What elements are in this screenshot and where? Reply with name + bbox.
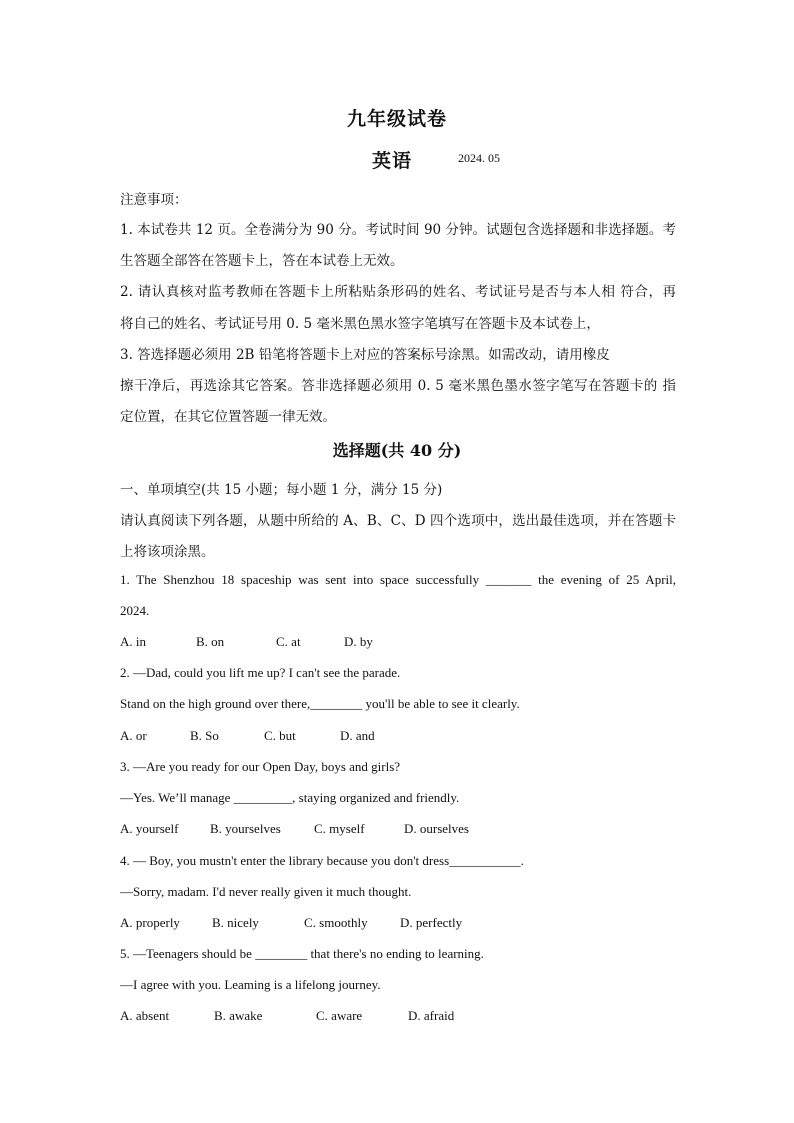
option-c[interactable]: C. but [264, 728, 296, 743]
subject-name: 英语 [372, 150, 413, 172]
part-heading: 一、单项填空(共 15 小题；每小题 1 分，满分 15 分) [120, 482, 443, 498]
question-text: Stand on the high ground over there,________ you'll be able to see it clearly. [120, 696, 520, 711]
option-d[interactable]: D. perfectly [400, 915, 463, 930]
option-b[interactable]: B. nicely [212, 915, 259, 930]
option-b[interactable]: B. on [196, 634, 225, 649]
option-a[interactable]: A. properly [120, 915, 180, 930]
question-text: —Yes. We’ll manage _________, staying organized and friendly. [120, 790, 460, 805]
instruction-line: 请认真阅读下列各题，从题中所给的 A、B、C、D 四个选项中，选出最佳选项，并在答题卡 [120, 513, 676, 529]
option-a[interactable]: A. in [120, 634, 146, 649]
question-text: 3. —Are you ready for our Open Day, boys and girls? [120, 759, 401, 774]
subject-line [372, 146, 500, 173]
question-text: 2024. [120, 603, 150, 618]
notice-line: 3. 答选择题必须用 2B 铅笔将答题卡上对应的答案标号涂黑。如需改动，请用橡皮 [120, 347, 610, 363]
option-c[interactable]: C. myself [314, 821, 365, 836]
question-text: 4. — Boy, you mustn't enter the library because you don't dress___________. [120, 853, 524, 868]
option-d[interactable]: D. ourselves [404, 821, 469, 836]
question-text: —Sorry, madam. I'd never really given it much thought. [120, 884, 412, 899]
option-c[interactable]: C. aware [316, 1008, 363, 1023]
question-text: 2. —Dad, could you lift me up? I can't see the parade. [120, 665, 401, 680]
notice-heading: 注意事项： [120, 192, 188, 208]
instruction-line: 上将该项涂黑。 [120, 544, 215, 560]
question-text: 1. The Shenzhou 18 spaceship was sent into space successfully _______ the evening of 25 April, [120, 572, 676, 587]
notice-line: 2. 请认真核对监考教师在答题卡上所粘贴条形码的姓名、考试证号是否与本人相 符合，再 [120, 284, 676, 300]
option-a[interactable]: A. absent [120, 1008, 170, 1023]
notice-line: 将自己的姓名、考试证号用 0. 5 毫米黑色黑水签字笔填写在答题卡及本试卷上， [120, 316, 600, 332]
question-text: 5. —Teenagers should be ________ that there's no ending to learning. [120, 946, 484, 961]
exam-title: 九年级试卷 [346, 108, 447, 130]
notice-line: 1. 本试卷共 12 页。全卷满分为 90 分。考试时间 90 分钟。试题包含选择题和非选择题。考 [120, 222, 676, 238]
option-c[interactable]: C. at [276, 634, 301, 649]
notice-line: 定位置，在其它位置答题一律无效。 [120, 409, 336, 425]
section-title: 选择题(共 40 分) [332, 441, 462, 460]
option-c[interactable]: C. smoothly [304, 915, 368, 930]
option-d[interactable]: D. and [340, 728, 375, 743]
exam-date: 2024. 05 [458, 151, 500, 165]
option-a[interactable]: A. yourself [120, 821, 179, 836]
option-d[interactable]: D. afraid [408, 1008, 455, 1023]
question-text: —I agree with you. Leaming is a lifelong journey. [120, 977, 381, 992]
option-d[interactable]: D. by [344, 634, 373, 649]
option-b[interactable]: B. yourselves [210, 821, 281, 836]
option-b[interactable]: B. So [190, 728, 219, 743]
notice-line: 生答题全部答在答题卡上，答在本试卷上无效。 [120, 253, 404, 269]
option-a[interactable]: A. or [120, 728, 147, 743]
option-b[interactable]: B. awake [214, 1008, 263, 1023]
notice-line: 擦干净后，再选涂其它答案。答非选择题必须用 0. 5 毫米黑色墨水签字笔写在答题卡的 指 [120, 378, 676, 394]
